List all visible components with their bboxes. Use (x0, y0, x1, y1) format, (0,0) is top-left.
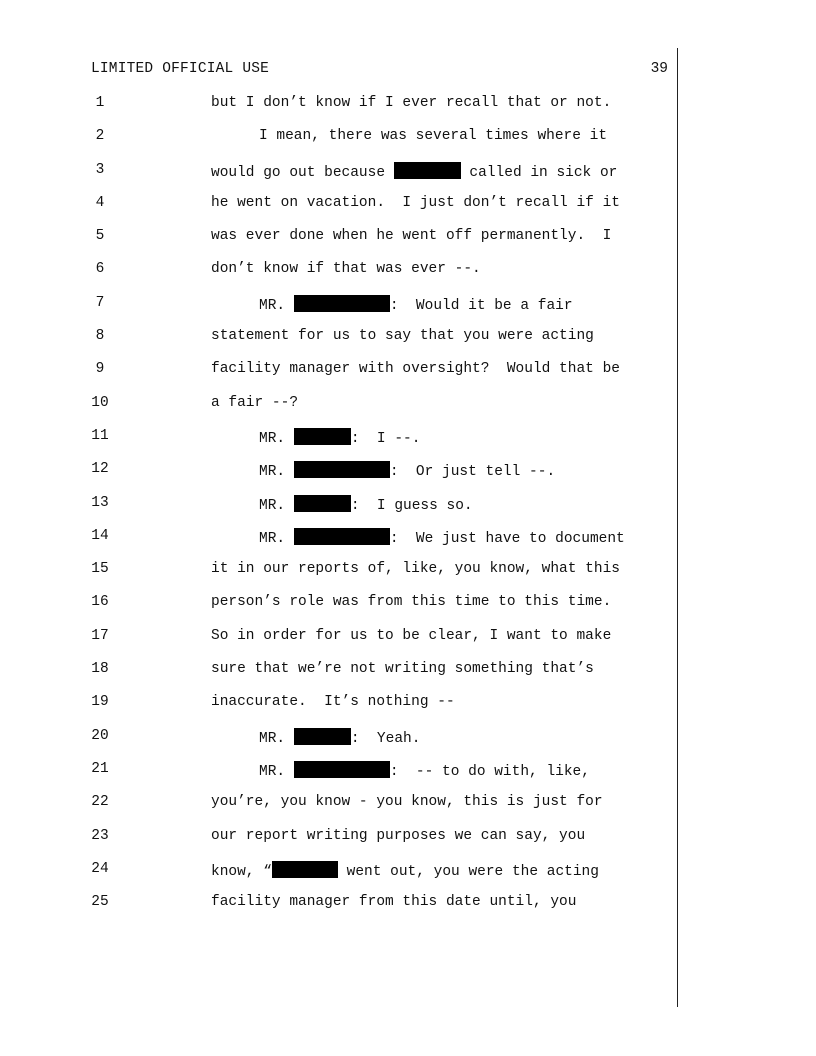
transcript-line (0, 326, 676, 359)
line-text: facility manager from this date until, you (211, 894, 577, 911)
line-text: was ever done when he went off permanently. I (211, 228, 612, 245)
line-text: he went on vacation. I just don’t recall if it (211, 194, 620, 211)
page-number: 39 (650, 61, 668, 77)
transcript-line (0, 359, 676, 392)
line-number: 21 (91, 760, 109, 777)
transcript-line (0, 493, 676, 526)
line-text: don’t know if that was ever --. (211, 261, 481, 278)
line-text: know, “ went out, you were the acting (211, 861, 671, 880)
line-number: 19 (91, 694, 109, 711)
line-number: 22 (91, 794, 109, 811)
transcript-line (0, 426, 676, 459)
transcript-line (0, 859, 676, 892)
transcript-lines (0, 93, 676, 925)
right-margin-rule (677, 48, 678, 1007)
line-text: statement for us to say that you were acting (211, 328, 594, 345)
transcript-line (0, 692, 676, 725)
line-text: inaccurate. It’s nothing -- (211, 694, 455, 711)
line-text: facility manager with oversight? Would that be (211, 361, 620, 378)
redaction-block (294, 428, 351, 445)
line-number: 14 (91, 527, 109, 544)
transcript-line (0, 592, 676, 625)
line-number: 25 (91, 894, 109, 911)
redaction-block (294, 495, 351, 512)
line-number: 17 (91, 627, 109, 644)
transcript-line (0, 759, 676, 792)
transcript-line (0, 626, 676, 659)
transcript-line (0, 459, 676, 492)
line-text: you’re, you know - you know, this is just for (211, 794, 603, 811)
line-number: 7 (95, 294, 105, 311)
redaction-block (294, 728, 351, 745)
line-number: 10 (91, 394, 109, 411)
line-text: MR. : -- to do with, like, (259, 761, 671, 780)
line-number: 15 (91, 561, 109, 578)
transcript-line (0, 126, 676, 159)
line-number: 20 (91, 727, 109, 744)
transcript-line (0, 559, 676, 592)
transcript-line (0, 93, 676, 126)
transcript-line (0, 726, 676, 759)
line-text: MR. : I guess so. (259, 495, 671, 514)
redaction-block (294, 461, 390, 478)
transcript-line (0, 226, 676, 259)
transcript-line (0, 892, 676, 925)
transcript-line (0, 659, 676, 692)
transcript-line (0, 792, 676, 825)
line-text: MR. : Yeah. (259, 728, 671, 747)
transcript-line (0, 259, 676, 292)
line-number: 8 (95, 328, 105, 345)
line-number: 24 (91, 860, 109, 877)
redaction-block (394, 162, 461, 179)
line-number: 1 (95, 95, 105, 111)
line-text: I mean, there was several times where it (259, 128, 608, 145)
line-number: 3 (95, 161, 105, 178)
redaction-block (272, 861, 338, 878)
line-text: it in our reports of, like, you know, what this (211, 561, 620, 578)
line-text: MR. : Would it be a fair (259, 295, 671, 314)
redaction-block (294, 295, 390, 312)
line-text: So in order for us to be clear, I want to make (211, 627, 612, 644)
line-number: 13 (91, 494, 109, 511)
line-text: person’s role was from this time to this time. (211, 594, 612, 611)
line-number: 5 (95, 228, 105, 245)
line-text: would go out because called in sick or (211, 162, 671, 181)
line-text: MR. : Or just tell --. (259, 461, 671, 480)
redaction-block (294, 528, 390, 545)
line-number: 6 (95, 261, 105, 278)
redaction-block (294, 761, 390, 778)
line-text: MR. : We just have to document (259, 528, 671, 547)
transcript-line (0, 293, 676, 326)
transcript-line (0, 160, 676, 193)
line-text: MR. : I --. (259, 428, 671, 447)
line-text: sure that we’re not writing something that’s (211, 661, 594, 678)
line-number: 2 (95, 128, 105, 145)
line-number: 4 (95, 194, 105, 211)
classification-header: LIMITED OFFICIAL USE (91, 61, 270, 77)
line-number: 11 (91, 427, 109, 444)
line-text: but I don’t know if I ever recall that or not. (211, 95, 612, 111)
transcript-line (0, 193, 676, 226)
transcript-line (0, 393, 676, 426)
transcript-line (0, 826, 676, 859)
line-text: a fair --? (211, 394, 299, 411)
line-text: our report writing purposes we can say, you (211, 827, 586, 844)
line-number: 12 (91, 461, 109, 478)
line-number: 18 (91, 661, 109, 678)
line-number: 16 (91, 594, 109, 611)
line-number: 9 (95, 361, 105, 378)
transcript-line (0, 526, 676, 559)
line-number: 23 (91, 827, 109, 844)
